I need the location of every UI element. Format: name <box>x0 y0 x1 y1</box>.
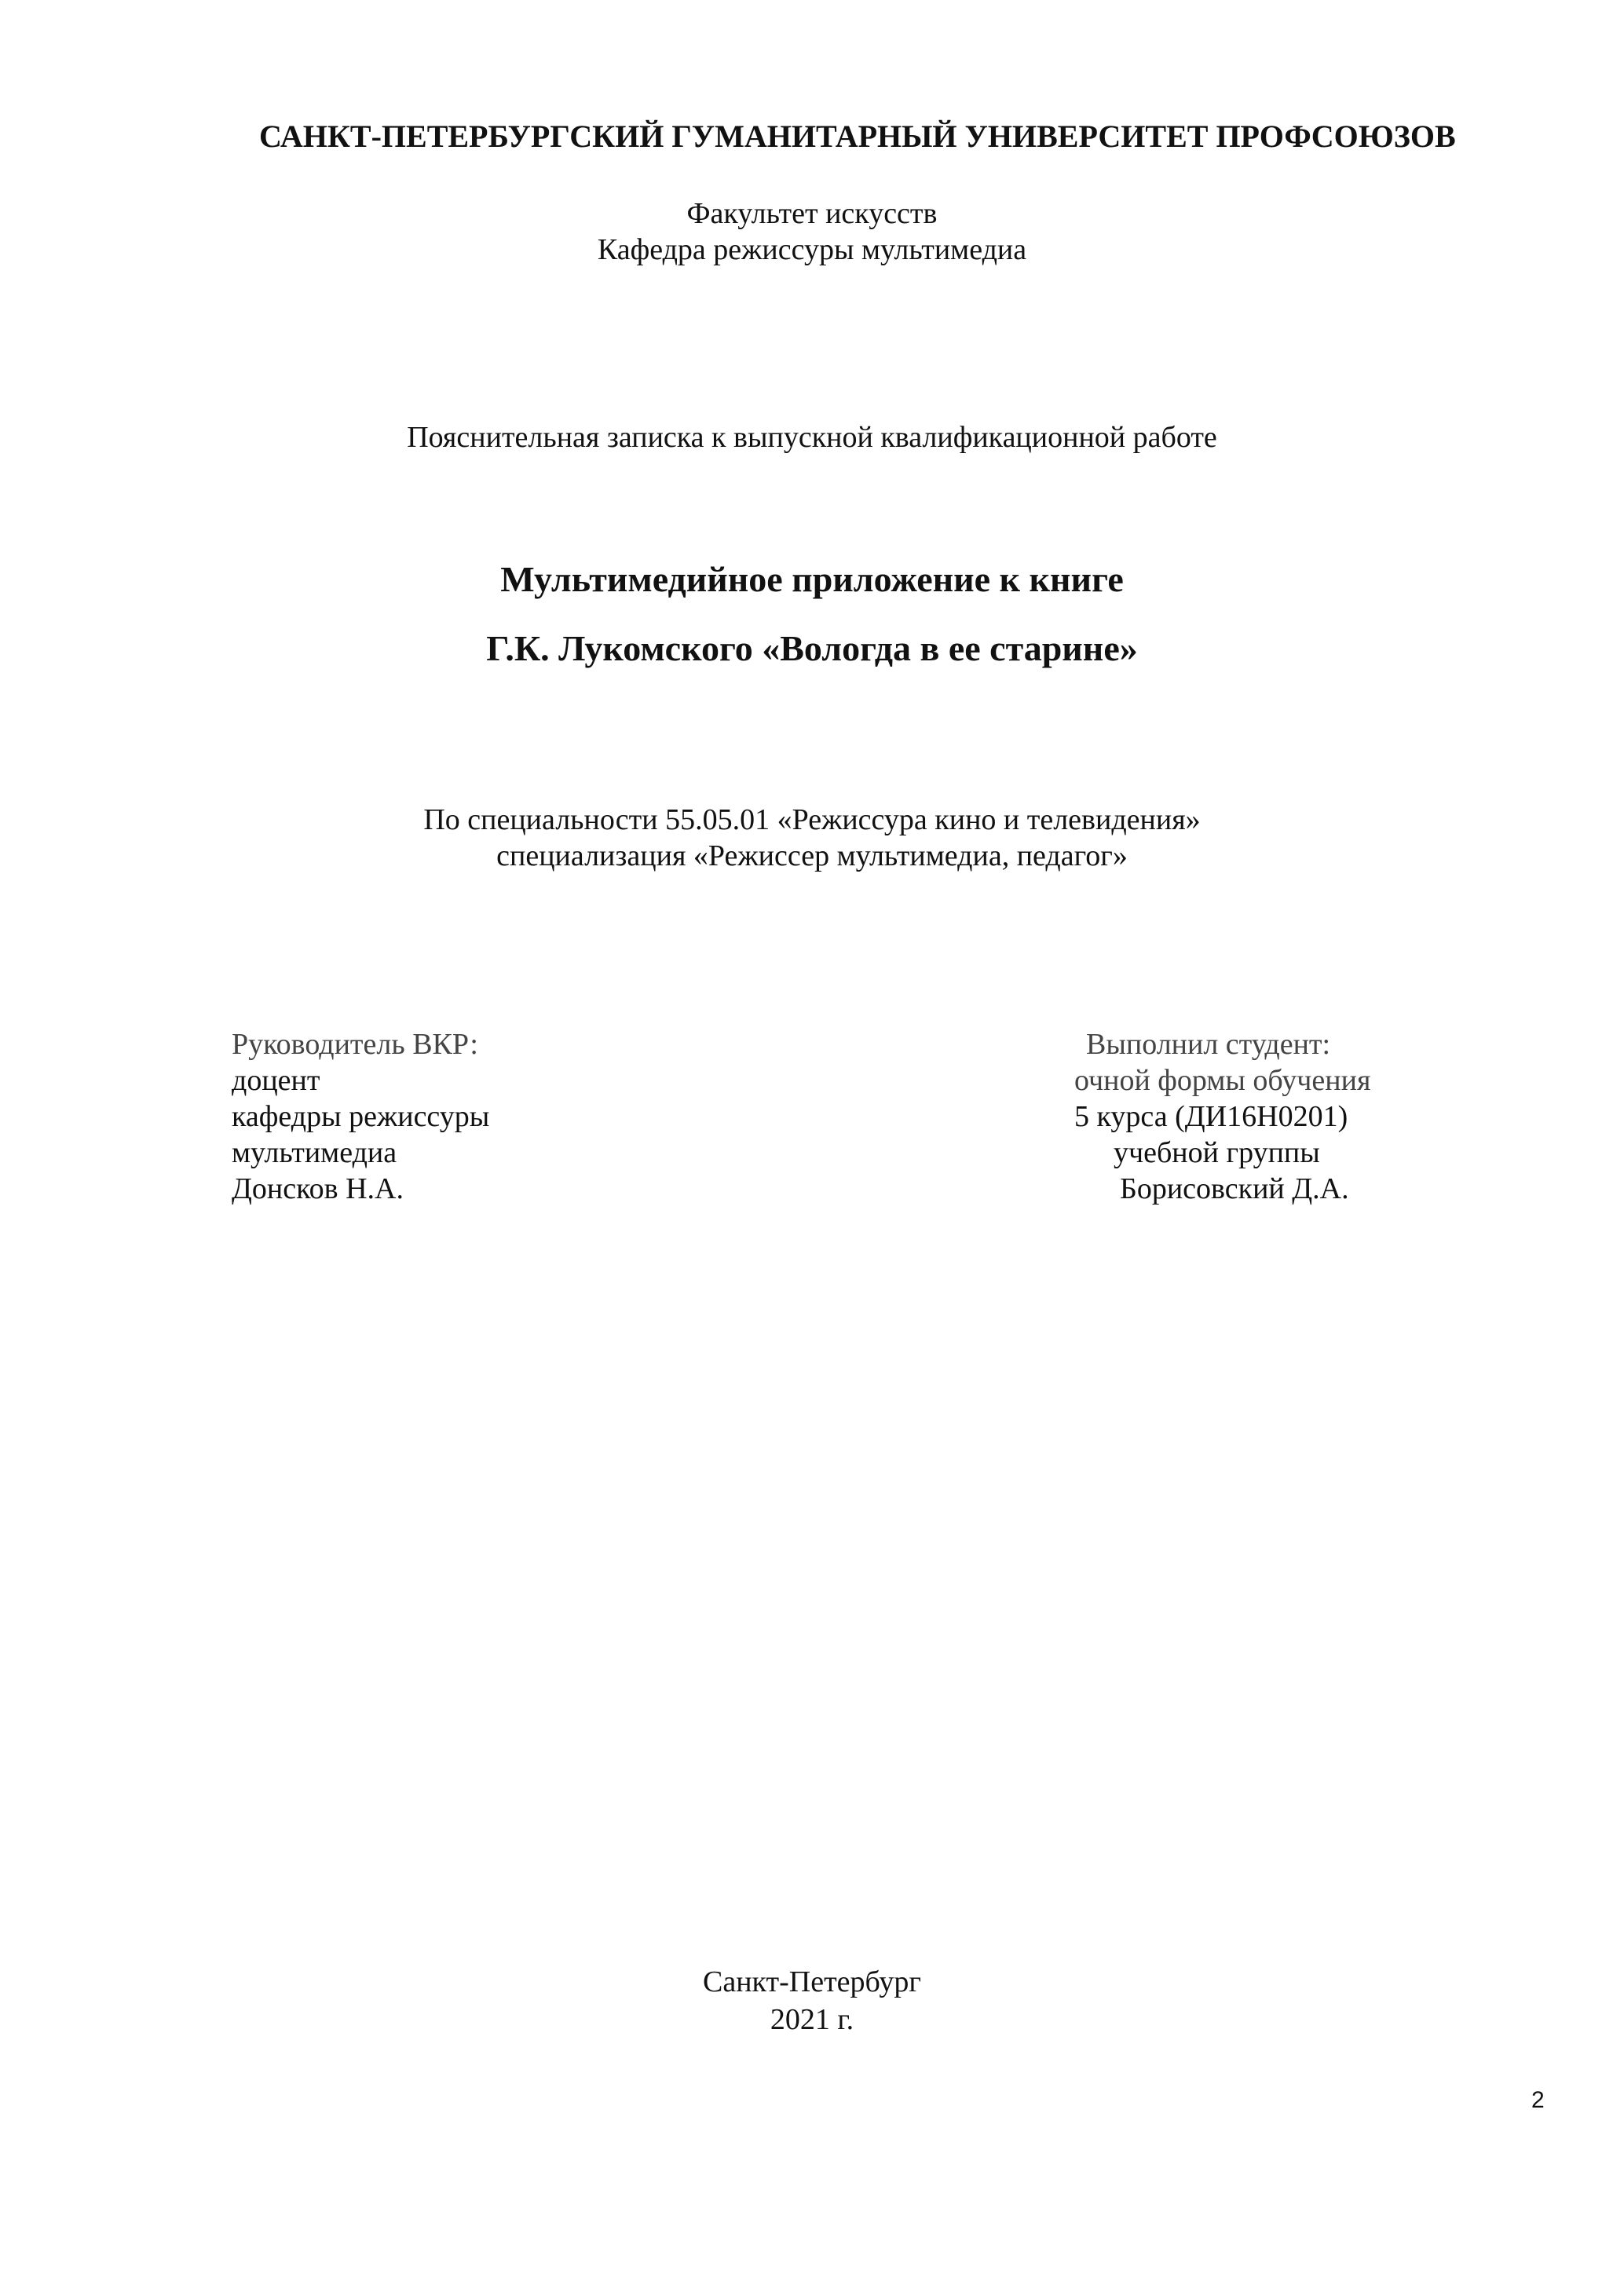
department-name: Кафедра режиссуры мультимедиа <box>597 233 1027 266</box>
supervisor-position: доцент <box>232 1064 320 1097</box>
supervisor-heading: Руководитель ВКР: <box>232 1028 478 1061</box>
footer-year: 2021 г. <box>770 2003 854 2036</box>
student-name: Борисовский Д.А. <box>1120 1172 1349 1205</box>
student-course: 5 курса (ДИ16Н0201) <box>1074 1100 1348 1133</box>
supervisor-department-line-1: кафедры режиссуры <box>232 1100 490 1133</box>
work-title-line-1: Мультимедийное приложение к книге <box>500 559 1124 599</box>
student-heading: Выполнил студент: <box>1086 1028 1331 1061</box>
supervisor-department-line-2: мультимедиа <box>232 1136 397 1169</box>
document-type: Пояснительная записка к выпускной квалификационной работе <box>407 421 1217 454</box>
specialty-line-1: По специальности 55.05.01 «Режиссура кино и телевидения» <box>423 803 1201 836</box>
student-group: учебной группы <box>1114 1136 1320 1169</box>
faculty-name: Факультет искусств <box>686 197 938 230</box>
footer-city: Санкт-Петербург <box>702 1965 922 1998</box>
page-number: 2 <box>1531 2087 1545 2113</box>
student-study-form: очной формы обучения <box>1074 1064 1371 1097</box>
specialty-line-2: специализация «Режиссер мультимедиа, педагог» <box>496 839 1128 872</box>
supervisor-name: Донсков Н.А. <box>232 1172 404 1205</box>
work-title-line-2: Г.К. Лукомского «Вологда в ее старине» <box>486 628 1138 668</box>
university-name: САНКТ-ПЕТЕРБУРГСКИЙ ГУМАНИТАРНЫЙ УНИВЕРСИТЕТ ПРОФСОЮЗОВ <box>259 119 1456 154</box>
